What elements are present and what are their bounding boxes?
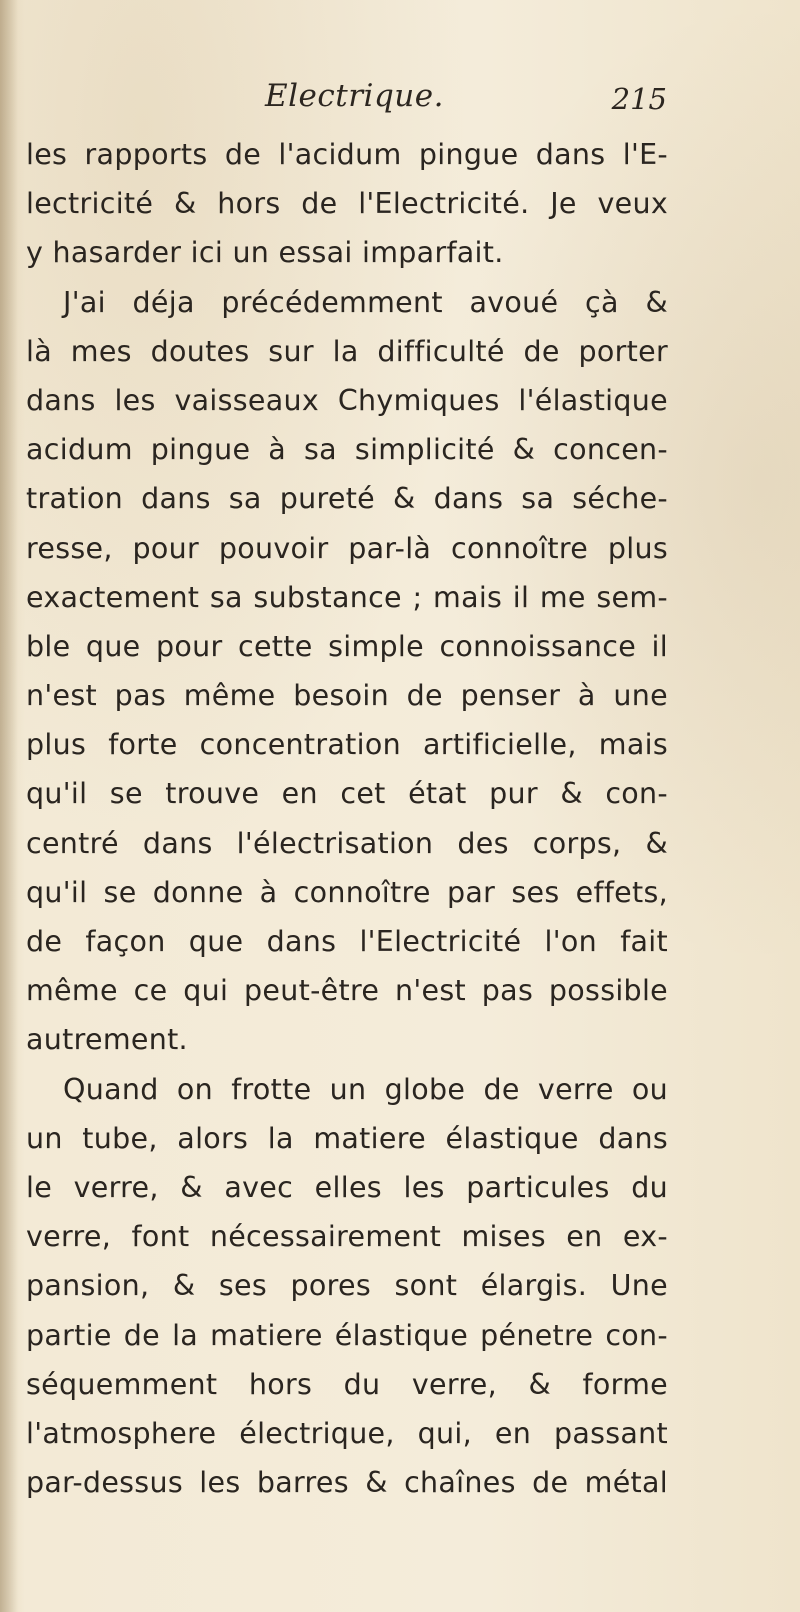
body-text [26, 130, 668, 1507]
text-line: resse, pour pouvoir par-là connoître plus [26, 531, 668, 565]
text-line: exactement sa substance ; mais il me sem- [26, 580, 668, 614]
text-line: séquemment hors du verre, & forme [26, 1367, 668, 1401]
text-line: le verre, & avec elles les particules du [26, 1170, 668, 1204]
text-line: verre, font nécessairement mises en ex- [26, 1220, 668, 1254]
text-line: centré dans l'électrisation des corps, & [26, 826, 668, 860]
page-number: 215 [611, 82, 667, 116]
text-line: n'est pas même besoin de penser à une [26, 679, 668, 713]
running-head [0, 78, 800, 118]
text-line: acidum pingue à sa simplicité & concen- [26, 433, 668, 467]
text-line: Quand on frotte un globe de verre ou [63, 1072, 668, 1106]
text-line: autrement. [26, 1023, 188, 1057]
text-line: pansion, & ses pores sont élargis. Une [26, 1269, 668, 1303]
text-line: qu'il se donne à connoître par ses effets, [26, 875, 668, 909]
text-line: y hasarder ici un essai imparfait. [26, 236, 504, 270]
text-line: plus forte concentration artificielle, mais [26, 728, 668, 762]
text-line: même ce qui peut-être n'est pas possible [26, 974, 668, 1008]
text-line: lectricité & hors de l'Electricité. Je veux [26, 187, 668, 221]
text-line: tration dans sa pureté & dans sa séche- [26, 482, 668, 516]
text-line: par-dessus les barres & chaînes de métal [26, 1466, 668, 1500]
text-line: dans les vaisseaux Chymiques l'élastique [26, 383, 668, 417]
text-line: ble que pour cette simple connoissance il [26, 629, 668, 663]
running-title: Electrique. [265, 78, 444, 114]
text-line: J'ai déja précédemment avoué çà & [63, 285, 668, 319]
text-line: là mes doutes sur la difficulté de porter [26, 334, 668, 368]
text-line: qu'il se trouve en cet état pur & con- [26, 777, 668, 811]
text-line: l'atmosphere électrique, qui, en passant [26, 1416, 668, 1450]
text-line: partie de la matiere élastique pénetre con- [26, 1318, 668, 1352]
text-line: les rapports de l'acidum pingue dans l'E- [26, 138, 668, 171]
page-gutter-shadow [0, 0, 18, 1612]
text-line: de façon que dans l'Electricité l'on fait [26, 925, 668, 958]
text-line: un tube, alors la matiere élastique dans [26, 1121, 668, 1155]
